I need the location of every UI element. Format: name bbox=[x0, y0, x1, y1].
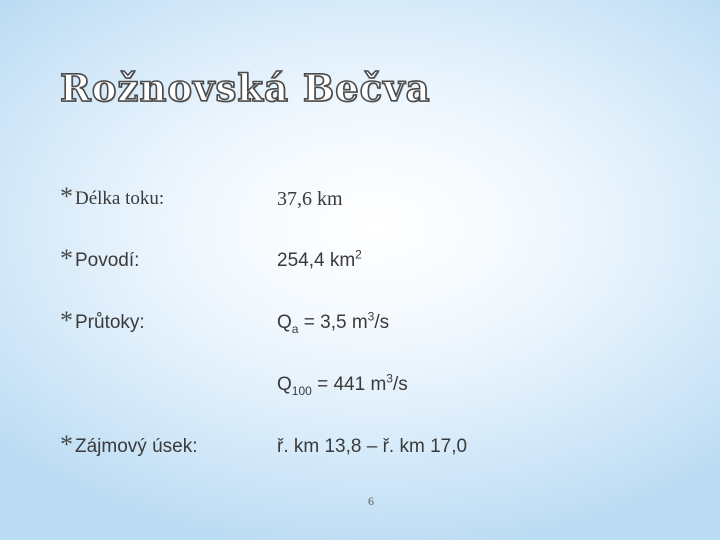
flow-q100-exponent: 3 bbox=[386, 371, 393, 386]
bullet-icon: * bbox=[60, 430, 73, 459]
basin-row bbox=[60, 244, 700, 282]
basin-value bbox=[277, 247, 362, 272]
length-value: 37,6 km bbox=[277, 188, 343, 210]
flow-qa-subscript: a bbox=[291, 321, 299, 336]
basin-value-exponent: 2 bbox=[355, 247, 362, 262]
interest-section-row bbox=[60, 430, 700, 468]
flow-qa-unit-tail: /s bbox=[374, 312, 390, 333]
basin-value-main: 254,4 km bbox=[277, 250, 356, 271]
flow-q100-row bbox=[60, 371, 700, 406]
flow-q100-value bbox=[277, 371, 408, 398]
length-label: Délka toku: bbox=[75, 188, 165, 209]
flow-qa-symbol: Q bbox=[277, 312, 292, 333]
flow-qa-exponent: 3 bbox=[367, 309, 375, 324]
interest-section-value: ř. km 13,8 – ř. km 17,0 bbox=[277, 436, 468, 457]
flow-q100-unit-tail: /s bbox=[392, 374, 408, 395]
flows-row bbox=[60, 306, 700, 344]
flow-qa-text: = 3,5 m bbox=[298, 312, 368, 333]
flow-q100-subscript: 100 bbox=[291, 383, 312, 398]
basin-label: Povodí: bbox=[75, 250, 140, 271]
bullet-icon: * bbox=[60, 182, 73, 211]
bullet-icon: * bbox=[60, 244, 73, 273]
flows-label: Průtoky: bbox=[75, 312, 145, 333]
bullet-icon: * bbox=[60, 306, 73, 335]
length-row bbox=[60, 182, 700, 220]
page-number: 6 bbox=[368, 494, 374, 508]
flow-q100-symbol: Q bbox=[277, 374, 292, 395]
flow-qa-value bbox=[277, 309, 390, 336]
slide-title: Rožnovská Bečva bbox=[60, 66, 431, 110]
flow-q100-text: = 441 m bbox=[311, 374, 387, 395]
interest-section-label: Zájmový úsek: bbox=[75, 436, 198, 457]
